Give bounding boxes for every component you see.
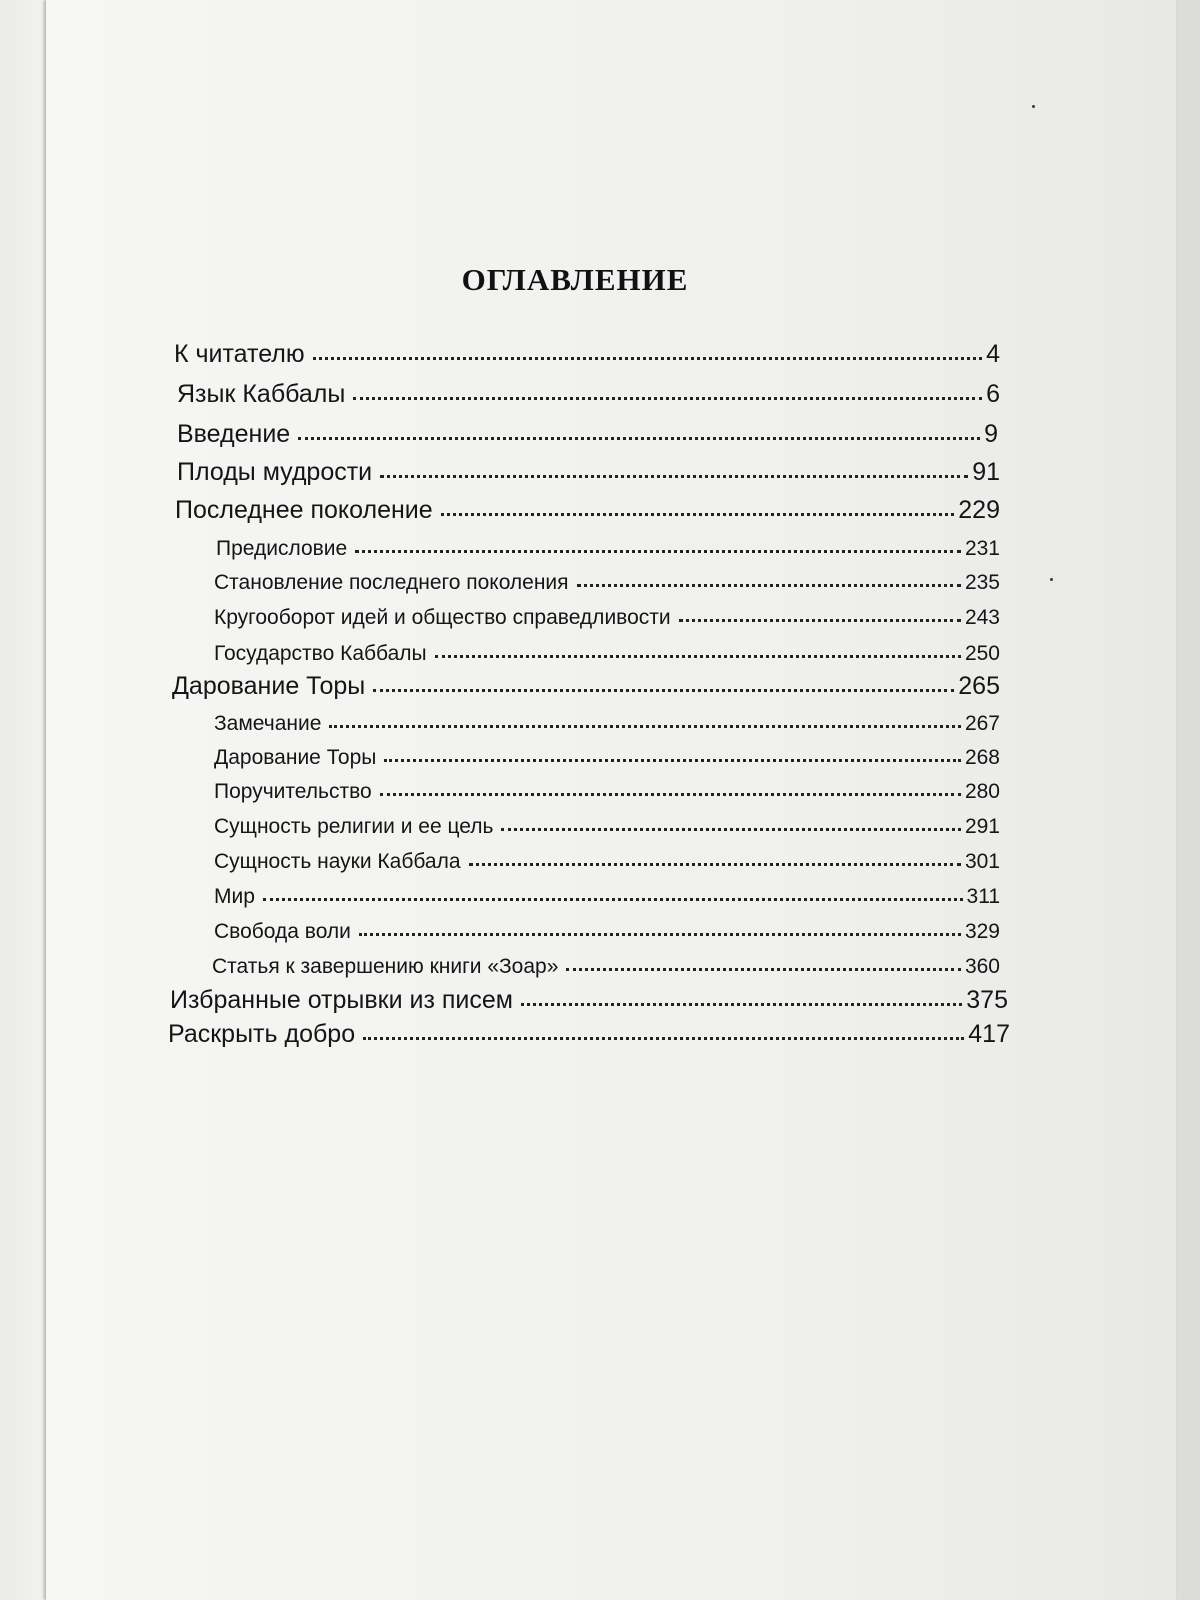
toc-entry-page: 6 — [986, 380, 1000, 408]
toc-entry-page: 243 — [964, 606, 1000, 629]
toc-entry-label: Мир — [214, 885, 255, 908]
dot-leader — [521, 999, 962, 1006]
toc-entry — [216, 537, 1000, 561]
speck — [1032, 105, 1035, 108]
dot-leader — [329, 721, 961, 728]
toc-entry — [214, 815, 1000, 839]
dot-leader — [363, 1033, 964, 1040]
toc-entry — [214, 712, 1000, 736]
dot-leader — [679, 615, 961, 622]
toc-entry-label: Дарование Торы — [214, 746, 377, 769]
toc-entry — [214, 746, 1000, 770]
toc-entry-label: Язык Каббалы — [177, 380, 346, 408]
dot-leader — [298, 433, 980, 440]
dot-leader — [501, 824, 961, 831]
dot-leader — [263, 894, 963, 901]
toc-entry — [214, 885, 1000, 909]
toc-entry — [177, 420, 998, 449]
toc-entry-label: Кругооборот идей и общество справедливости — [214, 606, 671, 629]
toc-entry-label: Поручительство — [214, 780, 372, 803]
toc-entry — [214, 606, 1000, 630]
toc-entry-page: 375 — [966, 986, 1008, 1014]
toc-entry-label: Замечание — [214, 712, 322, 735]
toc-entry — [177, 380, 1000, 409]
toc-entry-label: Дарование Торы — [172, 672, 366, 700]
toc-entry-page: 301 — [964, 850, 1000, 873]
dot-leader — [469, 859, 961, 866]
toc-entry-page: 311 — [966, 885, 1000, 908]
toc-entry-label: Введение — [177, 420, 291, 448]
dot-leader — [380, 789, 961, 796]
dot-leader — [441, 509, 955, 516]
toc-entry-label: Раскрыть добро — [168, 1020, 356, 1048]
toc-entry — [174, 340, 1000, 369]
dot-leader — [353, 393, 982, 400]
toc-entry-page: 267 — [964, 712, 1000, 735]
toc-entry — [212, 955, 1000, 979]
toc-entry-label: Государство Каббалы — [214, 642, 427, 665]
dot-leader — [380, 471, 968, 478]
dot-leader — [577, 580, 961, 587]
toc-entry-page: 91 — [972, 458, 1000, 486]
toc-entry-label: Становление последнего поколения — [214, 571, 569, 594]
page-title: ОГЛАВЛЕНИЕ — [461, 262, 689, 297]
toc-entry-page: 360 — [964, 955, 1000, 978]
toc-entry — [214, 780, 1000, 804]
toc-entry-label: Плоды мудрости — [177, 458, 373, 486]
toc-entry — [214, 920, 1000, 944]
dot-leader — [373, 685, 954, 692]
toc-entry-page: 280 — [964, 780, 1000, 803]
toc-entry-label: Статья к завершению книги «Зоар» — [212, 955, 559, 978]
toc-entry-page: 235 — [964, 571, 1000, 594]
toc-entry-page: 9 — [984, 420, 998, 448]
toc-entry — [214, 850, 1000, 874]
toc-entry-page: 291 — [964, 815, 1000, 838]
toc-entry-page: 250 — [964, 642, 1000, 665]
toc-entry-page: 268 — [964, 746, 1000, 769]
toc-entry — [170, 986, 1008, 1015]
toc-entry-page: 231 — [964, 537, 1000, 560]
dot-leader — [355, 546, 961, 553]
dot-leader — [566, 964, 961, 971]
toc-entry — [172, 672, 1000, 701]
dot-leader — [384, 755, 961, 762]
toc-entry — [214, 642, 1000, 666]
toc-entry-page: 417 — [968, 1020, 1010, 1048]
dot-leader — [359, 929, 961, 936]
dot-leader — [313, 353, 982, 360]
toc-entry — [168, 1020, 1010, 1049]
toc-entry-label: Свобода воли — [214, 920, 351, 943]
toc-entry-page: 4 — [986, 340, 1000, 368]
toc-entry-label: Сущность науки Каббала — [214, 850, 461, 873]
toc-entry-label: К читателю — [174, 340, 305, 368]
toc-entry-label: Сущность религии и ее цель — [214, 815, 494, 838]
toc-entry — [177, 458, 1000, 487]
toc-entry-page: 265 — [958, 672, 1000, 700]
toc-entry — [214, 571, 1000, 595]
toc-entry — [175, 496, 1000, 525]
speck — [1050, 578, 1053, 581]
toc-entry-label: Последнее поколение — [175, 496, 433, 524]
dot-leader — [435, 651, 961, 658]
toc-entry-page: 329 — [964, 920, 1000, 943]
toc-entry-page: 229 — [958, 496, 1000, 524]
toc-entry-label: Предисловие — [216, 537, 348, 560]
toc-entry-label: Избранные отрывки из писем — [170, 986, 513, 1014]
